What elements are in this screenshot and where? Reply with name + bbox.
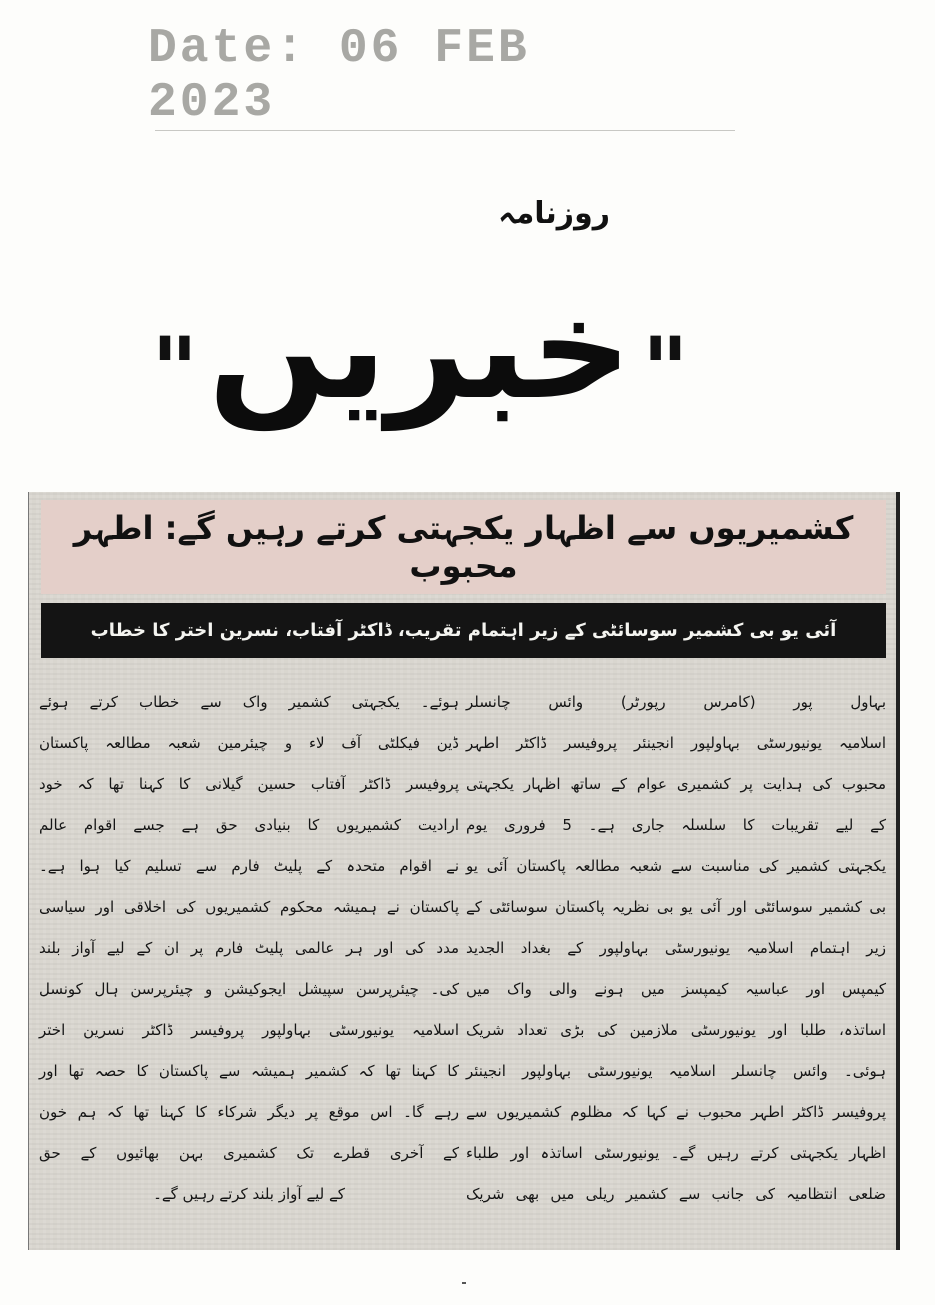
subheadline: آئی یو بی کشمیر سوسائٹی کے زیر اہتمام تقریب، ڈاکٹر آفتاب، نسرین اختر کا خطاب: [90, 620, 837, 641]
article-line: کے لیے آواز بلند کرتے رہیں گے۔: [153, 1185, 345, 1203]
date-label: Date:: [148, 22, 308, 76]
article-line: ارادیت کشمیریوں کا بنیادی حق ہے جسے اقوام عالم: [39, 816, 459, 834]
article-line: زیر اہتمام اسلامیہ یونیورسٹی بہاولپور کے بغداد الجدید: [466, 939, 886, 957]
article-line: نے اقوام متحدہ کے پلیٹ فارم سے تسلیم کیا ہوا ہے۔: [39, 857, 459, 875]
article-line: رہے گا۔ اس موقع پر دیگر شرکاء کا کہنا تھا کہ ہم خون: [39, 1103, 459, 1121]
date-value: 06 FEB 2023: [148, 22, 530, 130]
masthead-label: روزنامہ: [498, 196, 610, 231]
article-line: کی۔ چیئرپرسن سپیشل ایجوکیشن و چیئرپرسن ہال کونسل: [39, 980, 459, 998]
article-line: اظہار یکجہتی کرتے رہیں گے۔ یونیورسٹی اساتذہ اور طلباء: [466, 1144, 886, 1162]
article-line: محبوب کی ہدایت پر کشمیری عوام کے ساتھ اظہار یکجہتی: [466, 775, 886, 793]
article-line: بہاول پور (کامرس رپورٹر) وائس چانسلر: [466, 693, 886, 711]
subheadline-band: [41, 603, 886, 658]
masthead: [150, 230, 690, 470]
article-line: کے لیے تقریبات کا سلسلہ جاری ہے۔ 5 فروری یوم: [466, 816, 887, 834]
divider: [155, 130, 735, 131]
article-line: اسلامیہ یونیورسٹی بہاولپور پروفیسر ڈاکٹر نسرین اختر: [39, 1021, 459, 1039]
article-line: کے آخری قطرے تک کشمیری بہن بھائیوں کے حق: [39, 1144, 459, 1162]
speck: [462, 1282, 466, 1284]
news-clipping: [28, 492, 900, 1250]
headline: کشمیریوں سے اظہار یکجہتی کرتے رہیں گے: اطہر محبوب: [73, 509, 854, 585]
article-line: مدد کی اور ہر عالمی پلیٹ فارم پر ان کے لیے آواز بلند: [39, 939, 459, 957]
article-column-right: [466, 682, 886, 1215]
article-line: پروفیسر ڈاکٹر اطہر محبوب نے کہا کہ مظلوم کشمیریوں سے: [466, 1103, 886, 1121]
quote-open: ": [151, 317, 199, 423]
quote-close: ": [641, 317, 689, 423]
article-column-left: [39, 682, 459, 1215]
article-line: بی کشمیر سوسائٹی اور آئی یو بی نظریہ پاکستان سوسائٹی کے: [466, 898, 886, 916]
article-line: ڈین فیکلٹی آف لاء و چیئرمین شعبہ مطالعہ پاکستان: [39, 734, 459, 752]
article-line: پاکستان نے ہمیشہ محکوم کشمیریوں کی اخلاقی اور سیاسی: [39, 898, 459, 916]
date-stamp: [148, 22, 628, 130]
article-line: ہوئے۔ یکجہتی کشمیر واک سے خطاب کرتے ہوئے: [39, 693, 459, 711]
article-line: ہوئی۔ وائس چانسلر اسلامیہ یونیورسٹی بہاولپور انجینئر: [466, 1062, 886, 1080]
article-line: کیمپس اور عباسیہ کیمپسز میں ہونے والی واک میں: [466, 980, 886, 998]
article-line: ضلعی انتظامیہ کی جانب سے کشمیر ریلی میں بھی شریک: [466, 1185, 886, 1203]
article-line: کا کہنا تھا کہ کشمیر ہمیشہ سے پاکستان کا حصہ تھا اور: [39, 1062, 459, 1080]
article-line: اساتذہ، طلبا اور یونیورسٹی ملازمین کی بڑی تعداد شریک: [466, 1021, 886, 1039]
article-line: یکجہتی کشمیر کی مناسبت سے شعبہ مطالعہ پاکستان آئی یو: [466, 857, 886, 875]
headline-band: [41, 500, 886, 594]
newspaper-name: خبریں: [208, 268, 632, 431]
article-line: اسلامیہ یونیورسٹی بہاولپور انجینئر پروفیسر ڈاکٹر اطہر: [466, 734, 886, 752]
article-line: پروفیسر ڈاکٹر آفتاب حسین گیلانی کا کہنا تھا کہ خود: [39, 775, 459, 793]
